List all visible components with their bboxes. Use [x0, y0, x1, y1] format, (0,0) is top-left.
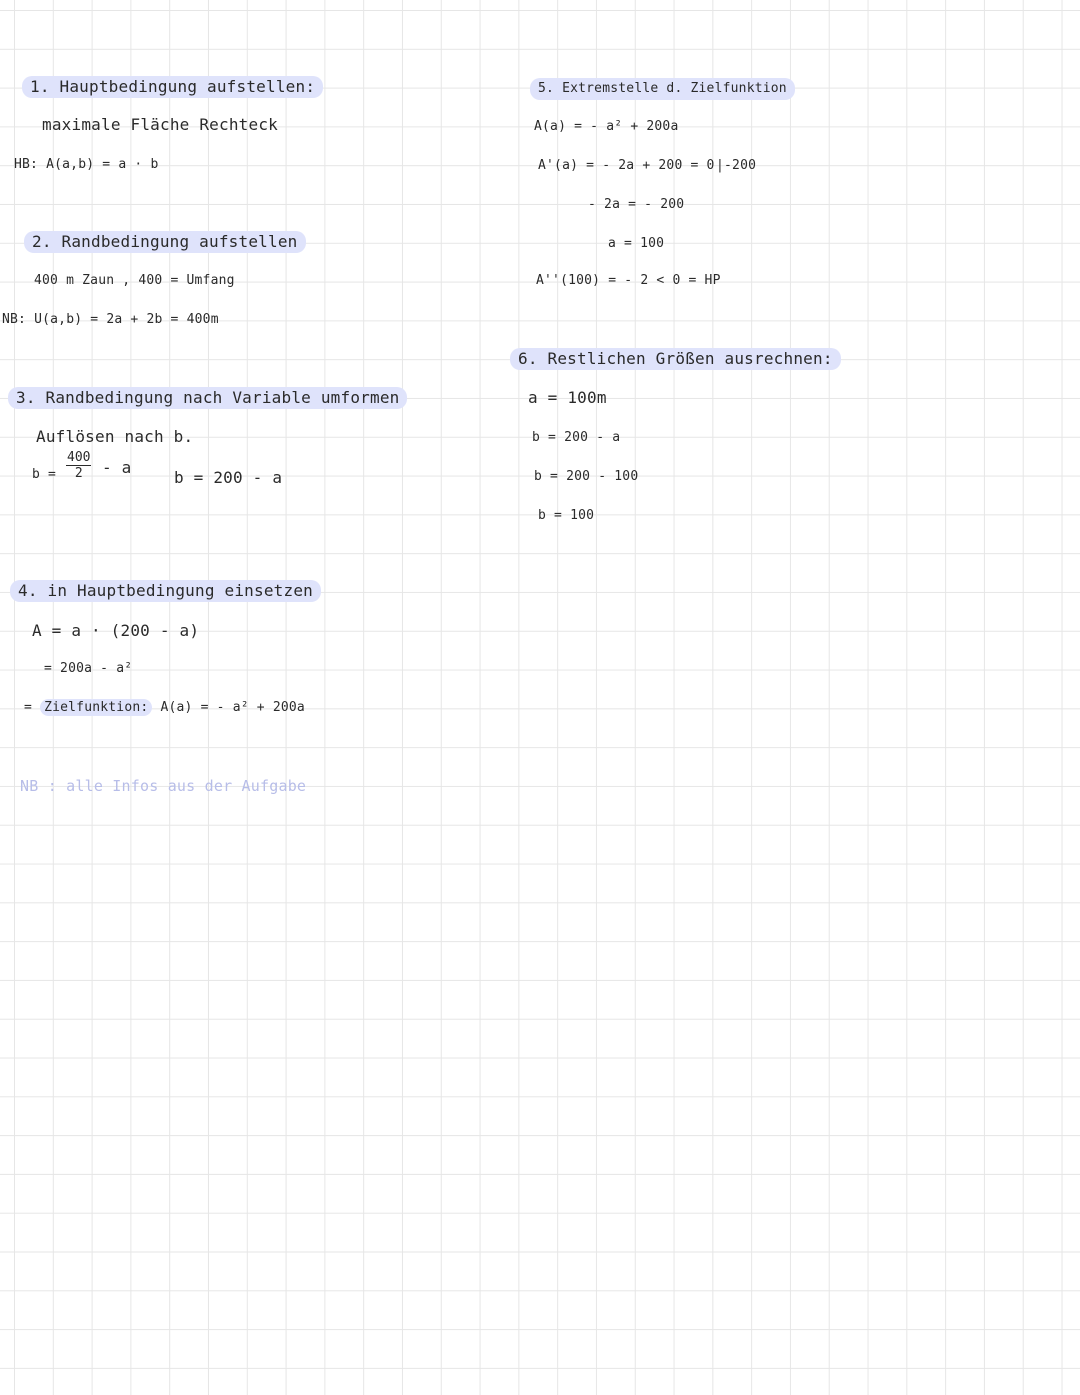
step4-line2: = 200a - a² [44, 661, 133, 676]
target-function-label: Zielfunktion: [40, 699, 152, 716]
step5-line2: A'(a) = - 2a + 200 = 0 [538, 158, 715, 173]
step1-main-condition: HB: A(a,b) = a · b [14, 157, 159, 172]
step5-line5: A''(100) = - 2 < 0 = HP [536, 273, 721, 288]
step4-equals: = [24, 700, 33, 715]
step5-heading: 5. Extremstelle d. Zielfunktion [530, 78, 795, 100]
step5-line4: a = 100 [608, 236, 665, 251]
step4-line1: A = a · (200 - a) [32, 621, 200, 640]
step3-b-suffix: - a [102, 458, 132, 477]
step6-line3: b = 200 - 100 [534, 469, 639, 484]
fraction-denominator: 2 [74, 466, 83, 481]
step2-heading: 2. Randbedingung aufstellen [24, 231, 306, 253]
step6-line2: b = 200 - a [532, 430, 621, 445]
step5-line1: A(a) = - a² + 200a [534, 119, 679, 134]
step3-fraction [66, 450, 91, 481]
target-function-expr: A(a) = - a² + 200a [160, 700, 305, 715]
step3-result: b = 200 - a [174, 468, 283, 487]
step5-line3: - 2a = - 200 [588, 197, 685, 212]
step6-heading: 6. Restlichen Größen ausrechnen: [510, 348, 841, 370]
step1-line1: maximale Fläche Rechteck [42, 115, 278, 134]
step6-line1: a = 100m [528, 388, 607, 407]
step5-line2-side: |-200 [716, 158, 757, 173]
step6-line4: b = 100 [538, 508, 595, 523]
step4-line3 [24, 698, 305, 718]
step2-side-condition: NB: U(a,b) = 2a + 2b = 400m [2, 312, 219, 327]
step2-line1: 400 m Zaun , 400 = Umfang [34, 273, 235, 288]
fraction-numerator: 400 [67, 450, 91, 465]
step4-heading: 4. in Hauptbedingung einsetzen [10, 580, 321, 602]
step3-b-prefix: b = [32, 467, 57, 482]
step3-line1: Auflösen nach b. [36, 427, 194, 446]
step3-heading: 3. Randbedingung nach Variable umformen [8, 387, 407, 409]
step1-heading: 1. Hauptbedingung aufstellen: [22, 76, 323, 98]
note-text: NB : alle Infos aus der Aufgabe [20, 777, 307, 795]
